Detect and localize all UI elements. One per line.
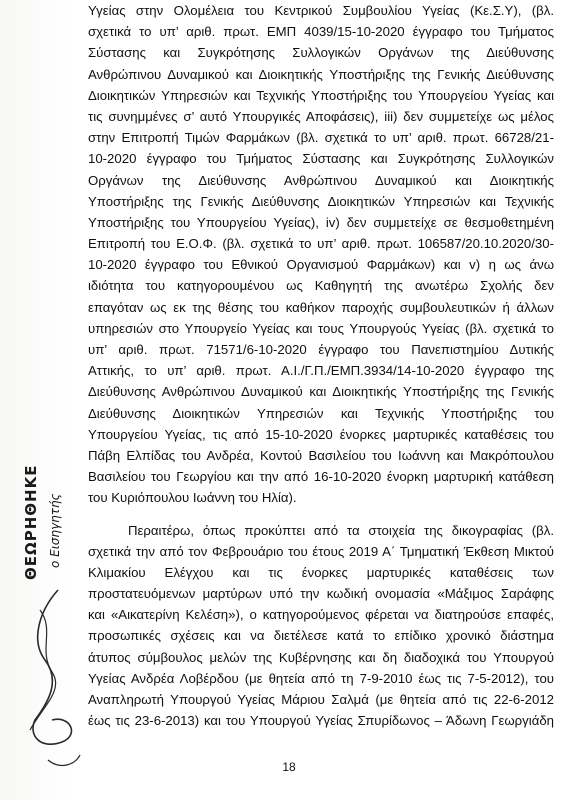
text-line: υπηρεσιών στο Υπουργείο Υγείας και τους Υπουργούς Υγείας (βλ. σχετικά το	[88, 320, 554, 336]
text-line: προστατευόμενων μαρτύρων υπό την κωδική ονομασία «Μάξιμος Σαράφης	[88, 586, 554, 602]
text-line: σχετικά το υπ’ αριθ. πρωτ. ΕΜΠ 4039/15-10-2020 έγγραφο του Τμήματος	[88, 24, 554, 40]
text-line: Διοικητικών Υπηρεσιών και Τεχνικής Υποστήριξης του Υπουργείου Υγείας και	[88, 87, 554, 103]
text-line: στην Επιτροπή Τιμών Φαρμάκων (βλ. σχετικά το υπ’ αριθ. πρωτ. 66728/21-	[88, 130, 554, 146]
text-line: Πάβη Ελπίδας του Ανδρέα, Κοντού Βασιλείου του Ιωάννη και Μακρόπουλου	[88, 447, 554, 463]
approval-stamp	[14, 380, 74, 590]
text-line: Υποστήριξης του Υπουργείου Υγείας), iv) δεν συμμετείχε σε θεσμοθετημένη	[88, 214, 554, 230]
body-text	[88, 0, 554, 731]
text-line: Βασιλείου του Γεωργίου και την από 16-10-2020 ένορκη μαρτυρική κατάθεση	[88, 469, 554, 485]
paragraph-2	[88, 520, 554, 732]
text-line: Υπουργείου Υγείας, τις από 15-10-2020 ένορκες μαρτυρικές καταθέσεις του	[88, 426, 554, 442]
text-line: τις συνημμένες σ’ αυτό Υπουργικές Αποφάσεις), iii) δεν συμμετείχε ως μέλος	[88, 108, 554, 124]
text-line: Κλιμακίου Ελέγχου και τις ένορκες μαρτυρικές καταθέσεις των	[88, 564, 554, 580]
text-line: υπ’ αριθ. πρωτ. 71571/6-10-2020 έγγραφο του Πανεπιστημίου Δυτικής	[88, 342, 554, 357]
stamp-line-1: ΘΕΩΡΗΘΗΚΕ	[22, 464, 40, 580]
text-line: άτυπος σύμβουλος μελών της Κυβέρνησης και δη διαδοχικά του Υπουργού	[88, 649, 554, 665]
text-line: Περαιτέρω, όπως προκύπτει από τα στοιχεία της δικογραφίας (βλ.	[128, 522, 554, 538]
text-line: Υγείας στην Ολομέλεια του Κεντρικού Συμβουλίου Υγείας (Κε.Σ.Υ), (βλ.	[88, 3, 554, 18]
paragraph-1	[88, 0, 554, 509]
text-line: Αναπληρωτή Υπουργού Υγείας Μάριου Σαλμά (με θητεία από τις 22-6-2012	[88, 692, 554, 707]
text-line: έως τις 23-6-2013) και του Υπουργού Υγείας Σπυρίδωνος – Άδωνη Γεωργιάδη	[88, 713, 554, 729]
text-line: σχετικά την από τον Φεβρουάριο του έτους 2019 Α΄ Τμηματική Έκθεση Μικτού	[88, 543, 554, 559]
text-line: Οργάνων της Διεύθυνσης Ανθρώπινου Δυναμικού και Διοικητικής	[88, 172, 554, 188]
text-line: Διεύθυνσης Ανθρώπινου Δυναμικού και Διοικητικής Υποστήριξης της Γενικής	[88, 384, 554, 400]
text-line: 10-2020 έγγραφο του Εθνικού Οργανισμού Φαρμάκων) και v) η ως άνω	[88, 257, 554, 273]
text-line: Υποστήριξης της Γενικής Διεύθυνσης Διοικητικών Υπηρεσιών και Τεχνικής	[88, 193, 554, 209]
text-line: Ανθρώπινου Δυναμικού και Διοικητικής Υποστήριξης της Γενικής Διεύθυνσης	[88, 66, 554, 82]
text-line: Σύστασης και Συγκρότησης Συλλογικών Οργάνων της Διεύθυνσης	[88, 45, 554, 61]
text-line: Αττικής, το υπ’ αριθ. πρωτ. Α.Ι./Γ.Π./ΕΜΠ.3934/14-10-2020 έγγραφο της	[88, 363, 554, 379]
page-number: 18	[282, 760, 296, 774]
stamp-line-2: ο Εισηγητής	[48, 493, 62, 568]
text-line: Υγείας Ανδρέα Λοβέρδου (με θητεία από τη 7-9-2010 έως τις 7-5-2012), του	[88, 670, 554, 686]
text-line: Επιτροπή του Ε.Ο.Φ. (βλ. σχετικά το υπ’ αριθ. πρωτ. 106587/20.10.2020/30-	[88, 236, 554, 252]
text-line: επαγόταν ως εκ της θέσης του καθήκον παροχής συμβουλευτικών ή άλλων	[88, 299, 554, 315]
text-line: Διεύθυνσης Διοικητικών Υπηρεσιών και Τεχνικής Υποστήριξης του	[88, 405, 554, 421]
text-line: 10-2020 έγγραφο του Τμήματος Σύστασης και Συγκρότησης Συλλογικών	[88, 151, 554, 167]
text-line: ιδιότητα του κατηγορουμένου ως Καθηγητή της ανωτέρω Σχολής δεν	[88, 278, 554, 294]
text-line: και «Αικατερίνη Κελέση»), ο κατηγορούμενος φέρεται να διατηρούσε επαφές,	[88, 607, 554, 623]
text-line: προσωπικές σχέσεις και να διετέλεσε κατά το επίδικο χρονικό διάστημα	[88, 628, 554, 644]
text-line: του Κυριόπουλου Ιωάννη του Ηλία).	[88, 490, 297, 506]
